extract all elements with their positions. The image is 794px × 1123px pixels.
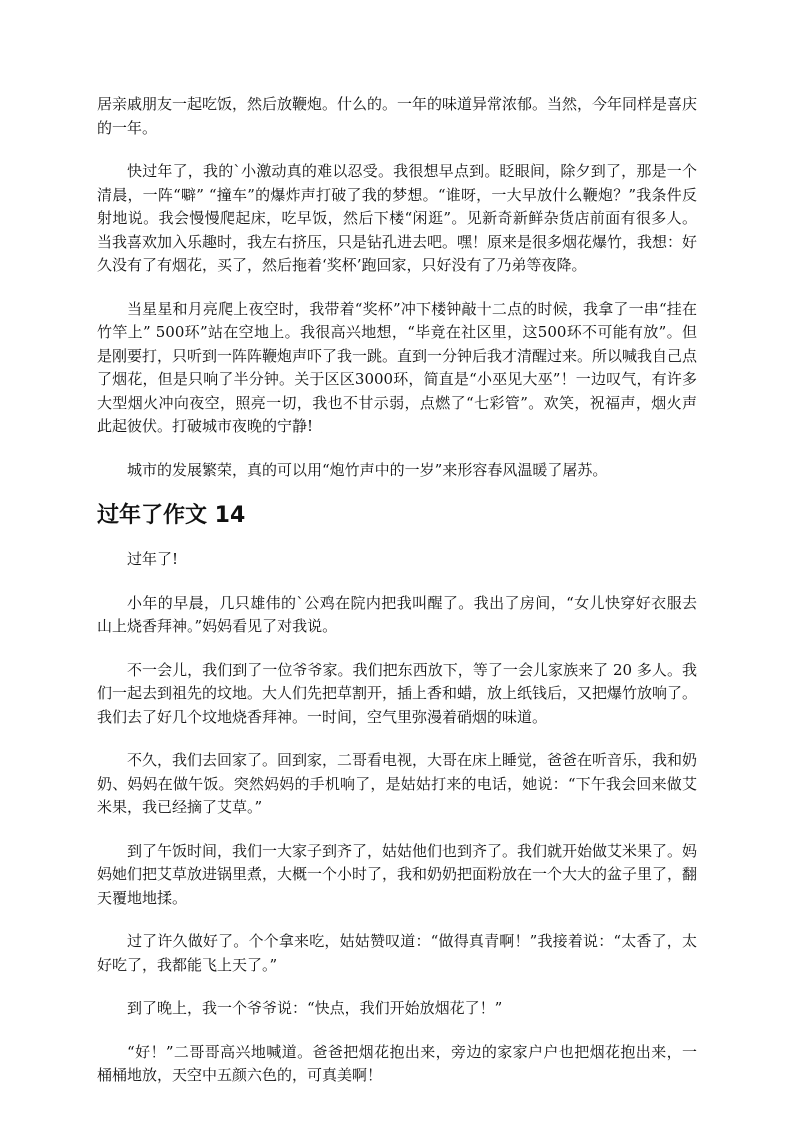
section-heading: 过年了作文 14 xyxy=(97,503,246,528)
paragraph: 不一会儿，我们到了一位爷爷家。我们把东西放下，等了一会儿家族来了 20 多人。我们一起去到祖先的坟地。大人们先把草割开，插上香和蜡，放上纸钱后，又把爆竹放响了。我们去了好几个坟地烧香拜神。一时间，空气里弥漫着硝烟的味道。 xyxy=(97,660,698,726)
paragraph: 小年的早晨，几只雄伟的`公鸡在院内把我叫醒了。我出了房间，“女儿快穿好衣服去山上烧香拜神。”妈妈看见了对我说。 xyxy=(97,593,697,635)
paragraph: 不久，我们去回家了。回到家，二哥看电视，大哥在床上睡觉，爸爸在听音乐，我和奶奶、妈妈在做午饭。突然妈妈的手机响了，是姑姑打来的电话，她说：“下午我会回来做艾米果，我已经摘了艾草。” xyxy=(97,751,698,816)
paragraph: 当星星和月亮爬上夜空时，我带着“奖杯”冲下楼钟敲十二点的时候，我拿了一串“挂在竹竿上” 500环”站在空地上。我很高兴地想，“毕竟在社区里，这500环不可能有放”。但是刚要打，只听到一阵阵鞭炮声吓了我一跳。直到一分钟后我才清醒过来。所以喊我自己点了烟花，但是只响了半分钟。关于区区3000环，简直是“小巫见大巫”！一边叹气，有许多大型烟火冲向夜空，照亮一切，我也不甘示弱，点燃了“七彩管”。欢笑，祝福声，烟火声此起彼伏。打破城市夜晚的宁静! xyxy=(97,299,698,435)
paragraph: 快过年了，我的`小激动真的难以忍受。我很想早点到。眨眼间，除夕到了，那是一个清晨，一阵“噼” “撞车”的爆炸声打破了我的梦想。“谁呀，一大早放什么鞭炮？”我条件反射地说。我会慢慢爬起床，吃早饭，然后下楼“闲逛”。见新奇新鲜杂货店前面有很多人。当我喜欢加入乐趣时，我左右挤压，只是钻孔进去吧。嘿！原来是很多烟花爆竹，我想：好久没有了有烟花，买了，然后拖着‘奖杯’跑回家，只好没有了乃弟等夜降。 xyxy=(97,162,698,274)
document-body xyxy=(97,93,697,1108)
paragraph: 到了晚上，我一个爷爷说：“快点，我们开始放烟花了！” xyxy=(127,999,503,1017)
paragraph: 过了许久做好了。个个拿来吃，姑姑赞叹道：“做得真青啊！”我接着说：“太香了，太好吃了，我都能飞上天了。” xyxy=(97,932,697,974)
paragraph: 到了午饭时间，我们一大家子到齐了，姑姑他们也到齐了。我们就开始做艾米果了。妈妈她们把艾草放进锅里煮，大概一个小时了，我和奶奶把面粉放在一个大大的盆子里了，翻天覆地地揉。 xyxy=(97,841,698,907)
paragraph: 居亲戚朋友一起吃饭，然后放鞭炮。什么的。一年的味道异常浓郁。当然，今年同样是喜庆的一年。 xyxy=(97,95,698,137)
paragraph: 过年了! xyxy=(127,550,179,568)
paragraph: “好！”二哥哥高兴地喊道。爸爸把烟花抱出来，旁边的家家户户也把烟花抱出来，一桶桶地放，天空中五颜六色的，可真美啊！ xyxy=(97,1042,697,1084)
paragraph: 城市的发展繁荣，真的可以用“炮竹声中的一岁”来形容春风温暖了屠苏。 xyxy=(127,460,608,479)
